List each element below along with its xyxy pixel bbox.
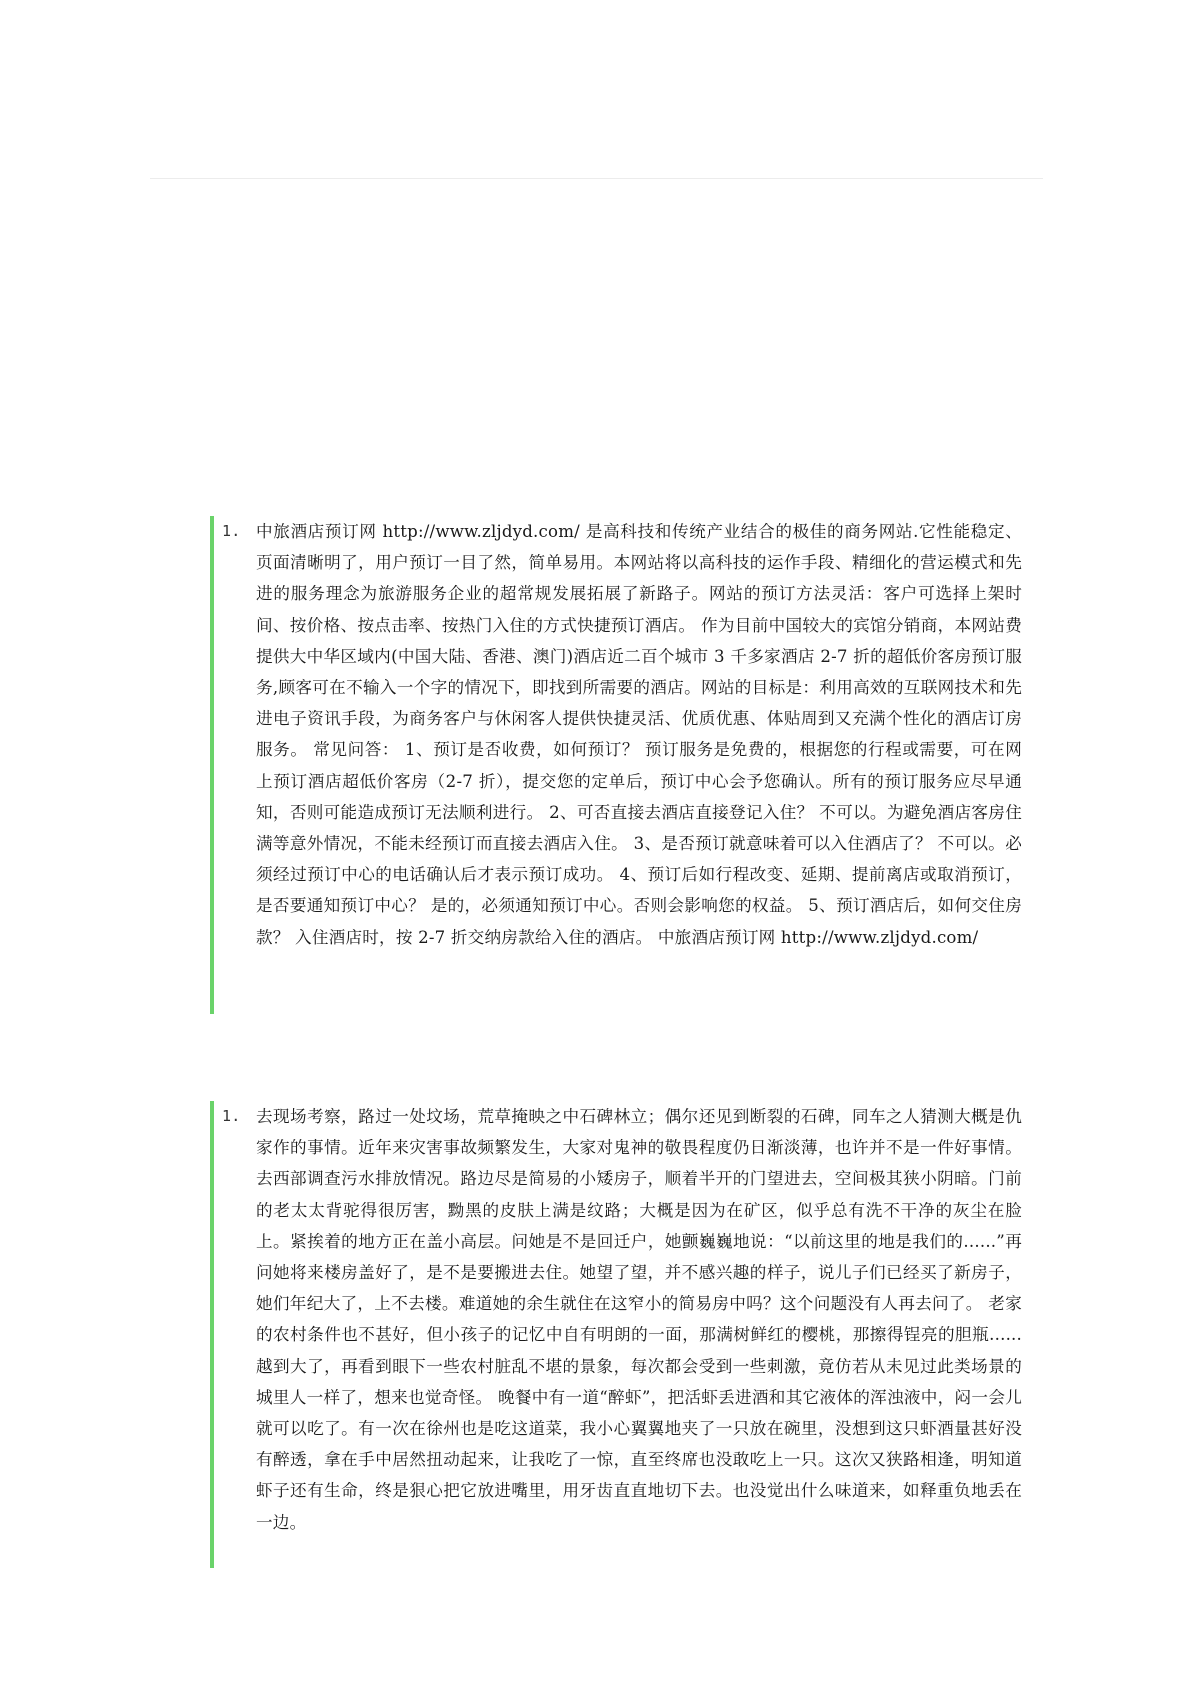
- list-item-text: 中旅酒店预订网 http://www.zljdyd.com/ 是高科技和传统产业结合的极佳的商务网站.它性能稳定、页面清晰明了，用户预订一目了然，简单易用。本网站将以高科技的运作手段、精细化的营运模式和先进的服务理念为旅游服务企业的超常规发展拓展了新路子。网站的预订方法灵活：客户可选择上架时间、按价格、按点击率、按热门入住的方式快捷预订酒店。 作为目前中国较大的宾馆分销商，本网站费提供大中华区域内(中国大陆、香港、澳门)酒店近二百个城市 3 千多家酒店 2-7 折的超低价客房预订服务,顾客可在不输入一个字的情况下，即找到所需要的酒店。网站的目标是：利用高效的互联网技术和先进电子资讯手段，为商务客户与休闲客人提供快捷灵活、优质优惠、体贴周到又充满个性化的酒店订房服务。 常见问答： 1、预订是否收费，如何预订？ 预订服务是免费的，根据您的行程或需要，可在网上预订酒店超低价客房（2-7 折），提交您的定单后，预订中心会予您确认。所有的预订服务应尽早通知，否则可能造成预订无法顺利进行。 2、可否直接去酒店直接登记入住？ 不可以。为避免酒店客房住满等意外情况，不能未经预订而直接去酒店入住。 3、是否预订就意味着可以入住酒店了？ 不可以。必须经过预订中心的电话确认后才表示预订成功。 4、预订后如行程改变、延期、提前离店或取消预订，是否要通知预订中心？ 是的，必须通知预订中心。否则会影响您的权益。 5、预订酒店后，如何交住房款？ 入住酒店时，按 2-7 折交纳房款给入住的酒店。 中旅酒店预订网 http://www.zljdyd.com/: [256, 522, 1022, 947]
- quote-block-hotel: [210, 516, 1022, 1014]
- header-divider: [150, 178, 1043, 179]
- quote-block-essay: [210, 1101, 1022, 1568]
- list-item-text: 去现场考察，路过一处坟场，荒草掩映之中石碑林立；偶尔还见到断裂的石碑，同车之人猜测大概是仇家作的事情。近年来灾害事故频繁发生，大家对鬼神的敬畏程度仍日渐淡薄，也许并不是一件好事情。 去西部调查污水排放情况。路边尽是简易的小矮房子，顺着半开的门望进去，空间极其狭小阴暗。门前的老太太背驼得很厉害，黝黑的皮肤上满是纹路；大概是因为在矿区，似乎总有洗不干净的灰尘在脸上。紧挨着的地方正在盖小高层。问她是不是回迁户，她颤巍巍地说：“以前这里的地是我们的......”再问她将来楼房盖好了，是不是要搬进去住。她望了望，并不感兴趣的样子，说儿子们已经买了新房子，她们年纪大了，上不去楼。难道她的余生就住在这窄小的简易房中吗？这个问题没有人再去问了。 老家的农村条件也不甚好，但小孩子的记忆中自有明朗的一面，那满树鲜红的樱桃，那擦得锃亮的胆瓶......越到大了，再看到眼下一些农村脏乱不堪的景象，每次都会受到一些刺激，竟仿若从未见过此类场景的城里人一样了，想来也觉奇怪。 晚餐中有一道“醉虾”，把活虾丢进酒和其它液体的浑浊液中，闷一会儿就可以吃了。有一次在徐州也是吃这道菜，我小心翼翼地夹了一只放在碗里，没想到这只虾酒量甚好没有醉透，拿在手中居然扭动起来，让我吃了一惊，直至终席也没敢吃上一只。这次又狭路相逢，明知道虾子还有生命，终是狠心把它放进嘴里，用牙齿直直地切下去。也没觉出什么味道来，如释重负地丢在一边。: [256, 1107, 1022, 1532]
- list-item-number: 1.: [222, 522, 241, 540]
- list-item-number: 1.: [222, 1107, 241, 1125]
- list-item: [218, 516, 1022, 953]
- list-item: [218, 1101, 1022, 1538]
